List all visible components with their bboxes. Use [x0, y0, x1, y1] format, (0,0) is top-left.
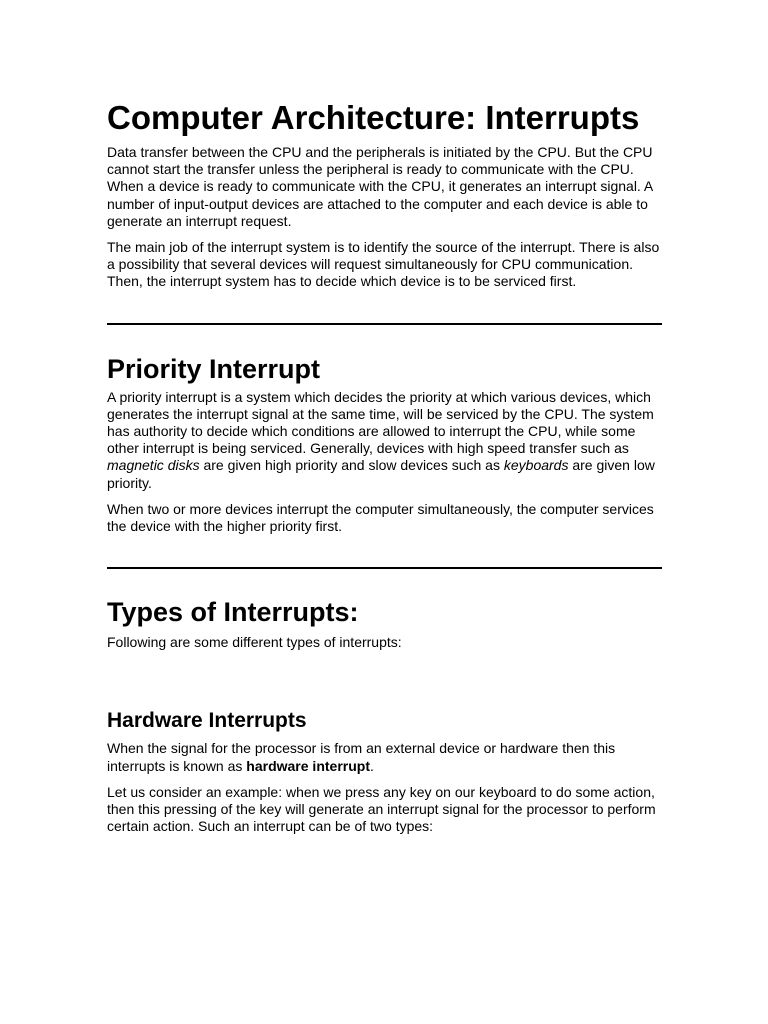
section-divider — [107, 323, 662, 325]
types-of-interrupts-heading: Types of Interrupts: — [107, 597, 359, 628]
strong-hardware-interrupt: hardware interrupt — [246, 757, 370, 774]
emphasis-magnetic-disks: magnetic disks — [107, 457, 200, 474]
intro-paragraph-2: The main job of the interrupt system is to identify the source of the interrupt. There is also a possibility that several devices will request simultaneously for CPU communication. Then, the interrupt system has to decide which device is to be serviced first. — [107, 239, 660, 290]
hardware-paragraph-1 — [107, 740, 663, 774]
priority-text: A priority interrupt is a system which decides the priority at which various devices, which generates the interrupt signal at the same time, will be serviced by the CPU. The system has authority to decide which conditions are allowed to interrupt the CPU, while some other interrupt is being serviced. Generally, devices with high speed transfer such as — [107, 388, 654, 457]
hardware-text: When the signal for the processor is from an external device or hardware then this interrupts is known as — [107, 740, 616, 774]
hardware-text: . — [370, 757, 374, 774]
types-paragraph: Following are some different types of interrupts: — [107, 634, 402, 651]
emphasis-keyboards: keyboards — [503, 457, 569, 474]
page-title: Computer Architecture: Interrupts — [107, 99, 640, 136]
priority-paragraph-1 — [107, 389, 663, 492]
document-page — [107, 97, 663, 835]
hardware-paragraph-2: Let us consider an example: when we press any key on our keyboard to do some action, then this pressing of the key will generate an interrupt signal for the processor to perform certain action. Such an interrupt can be of two types: — [107, 783, 656, 835]
priority-text: are given high priority and slow devices such as — [199, 457, 504, 474]
priority-text: are given low priority. — [107, 457, 655, 491]
section-divider — [107, 567, 662, 569]
priority-paragraph-2: When two or more devices interrupt the computer simultaneously, the computer services the device with the higher priority first. — [107, 500, 654, 535]
hardware-interrupts-heading: Hardware Interrupts — [107, 709, 307, 733]
intro-paragraph-1: Data transfer between the CPU and the peripherals is initiated by the CPU. But the CPU cannot start the transfer unless the peripheral is ready to communicate with the CPU. When a device is ready to communicate with the CPU, it generates an interrupt signal. A number of input-output devices are attached to the computer and each device is able to generate an interrupt request. — [107, 144, 653, 229]
priority-interrupt-heading: Priority Interrupt — [107, 353, 321, 384]
